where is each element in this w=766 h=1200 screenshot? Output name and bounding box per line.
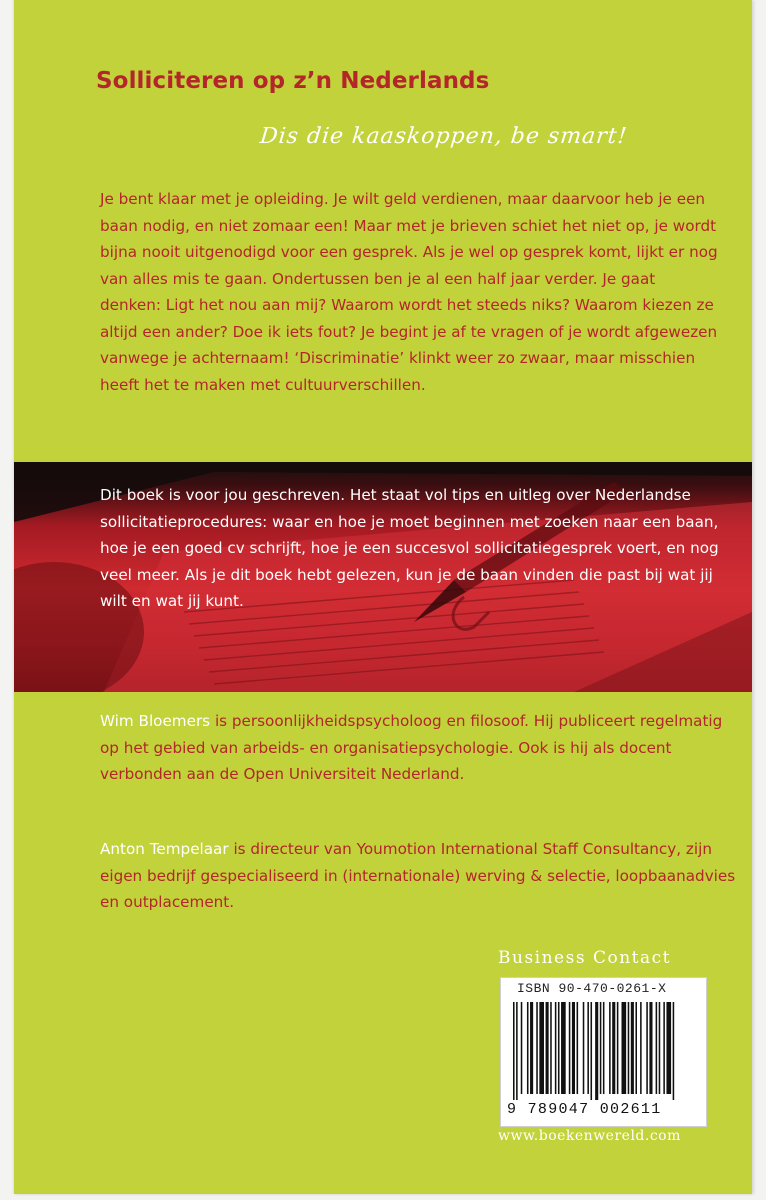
barcode-bar (583, 1002, 585, 1094)
isbn-label: ISBN 90-470-0261-X (517, 981, 667, 996)
barcode-bar (673, 1002, 675, 1100)
website-url: www.boekenwereld.com (498, 1128, 681, 1144)
book-back-cover (14, 0, 752, 1194)
ean-digits: 9 789047 002611 (507, 1101, 662, 1118)
barcode-bar (659, 1002, 661, 1094)
barcode-bar (622, 1002, 627, 1094)
author-bio-2 (100, 836, 740, 916)
barcode-bar (609, 1002, 611, 1094)
barcode-bar (649, 1002, 652, 1094)
author-name-1: Wim Bloemers (100, 712, 211, 730)
barcode-bar (516, 1002, 518, 1100)
barcode-bar (656, 1002, 658, 1094)
barcode-bar (536, 1002, 538, 1094)
tagline: Dis die kaaskoppen, be smart! (258, 124, 629, 149)
publisher-name: Business Contact (498, 948, 671, 968)
barcode-box (500, 977, 707, 1127)
barcode-bar (666, 1002, 671, 1094)
barcode-bar (617, 1002, 619, 1094)
barcode-bar (555, 1002, 557, 1094)
barcode-bar (527, 1002, 529, 1094)
barcode-bar (591, 1002, 593, 1100)
barcode-bar (663, 1002, 665, 1094)
barcode-bar (561, 1002, 566, 1094)
barcode-bar (539, 1002, 544, 1094)
barcode-image (509, 1002, 699, 1100)
barcode-bar (595, 1002, 598, 1100)
intro-paragraph: Je bent klaar met je opleiding. Je wilt geld verdienen, maar daarvoor heb je een baan nodig, en niet zomaar een! Maar met je brieven schiet het niet op, je wordt bijna nooit uitgenodigd voor een gesprek. Als je wel op gesprek komt, lijkt er nog van alles mis te gaan. Ondertussen ben je al een half jaar verder. Je gaat denken: Ligt het nou aan mij? Waarom wordt het steeds niks? Waarom kiezen ze altijd een ander? Doe ik iets fout? Je begint je af te vragen of je wordt afgewezen vanwege je achternaam! ‘Discriminatie’ klinkt weer zo zwaar, maar misschien heeft het te maken met cultuurverschillen. (100, 190, 718, 394)
barcode-bar (600, 1002, 602, 1094)
barcode-bar (635, 1002, 637, 1094)
barcode-bar (631, 1002, 634, 1094)
barcode-bar (513, 1002, 515, 1100)
barcode-bar (550, 1002, 552, 1094)
barcode-bar (612, 1002, 615, 1094)
barcode-bar (558, 1002, 560, 1094)
author-bio-1 (100, 708, 740, 788)
barcode-bar (546, 1002, 549, 1094)
barcode-bar (646, 1002, 648, 1094)
author-bio-text-1: is persoonlijkheidspsycholoog en filosoof. Hij publiceert regelmatig op het gebied van arbeids- en organisatiepsychologie. Ook is hij als docent verbonden aan de Open Universiteit Nederland. (100, 712, 723, 783)
barcode-bar (640, 1002, 642, 1094)
barcode-bar (572, 1002, 575, 1094)
barcode-bar (521, 1002, 523, 1094)
barcode-bar (577, 1002, 579, 1094)
author-bio-text-2: is directeur van Youmotion International Staff Consultancy, zijn eigen bedrijf gespecialiseerd in (internationale) werving & selectie, loopbaanadvies en outplacement. (100, 840, 736, 911)
barcode-bar (628, 1002, 630, 1094)
band-paragraph: Dit boek is voor jou geschreven. Het staat vol tips en uitleg over Nederlandse sollicitatieprocedures: waar en hoe je moet beginnen met zoeken naar een baan, hoe je een goed cv schrijft, hoe je een succesvol sollicitatiegesprek voert, en nog veel meer. Als je dit boek hebt gelezen, kun je de baan vinden die past bij wat jij wilt en wat jij kunt. (100, 486, 719, 610)
author-name-2: Anton Tempelaar (100, 840, 229, 858)
barcode-bar (569, 1002, 571, 1094)
book-title: Solliciteren op z’n Nederlands (96, 68, 490, 94)
barcode-bar (530, 1002, 533, 1094)
barcode-bar (587, 1002, 589, 1094)
barcode-bar (603, 1002, 605, 1094)
